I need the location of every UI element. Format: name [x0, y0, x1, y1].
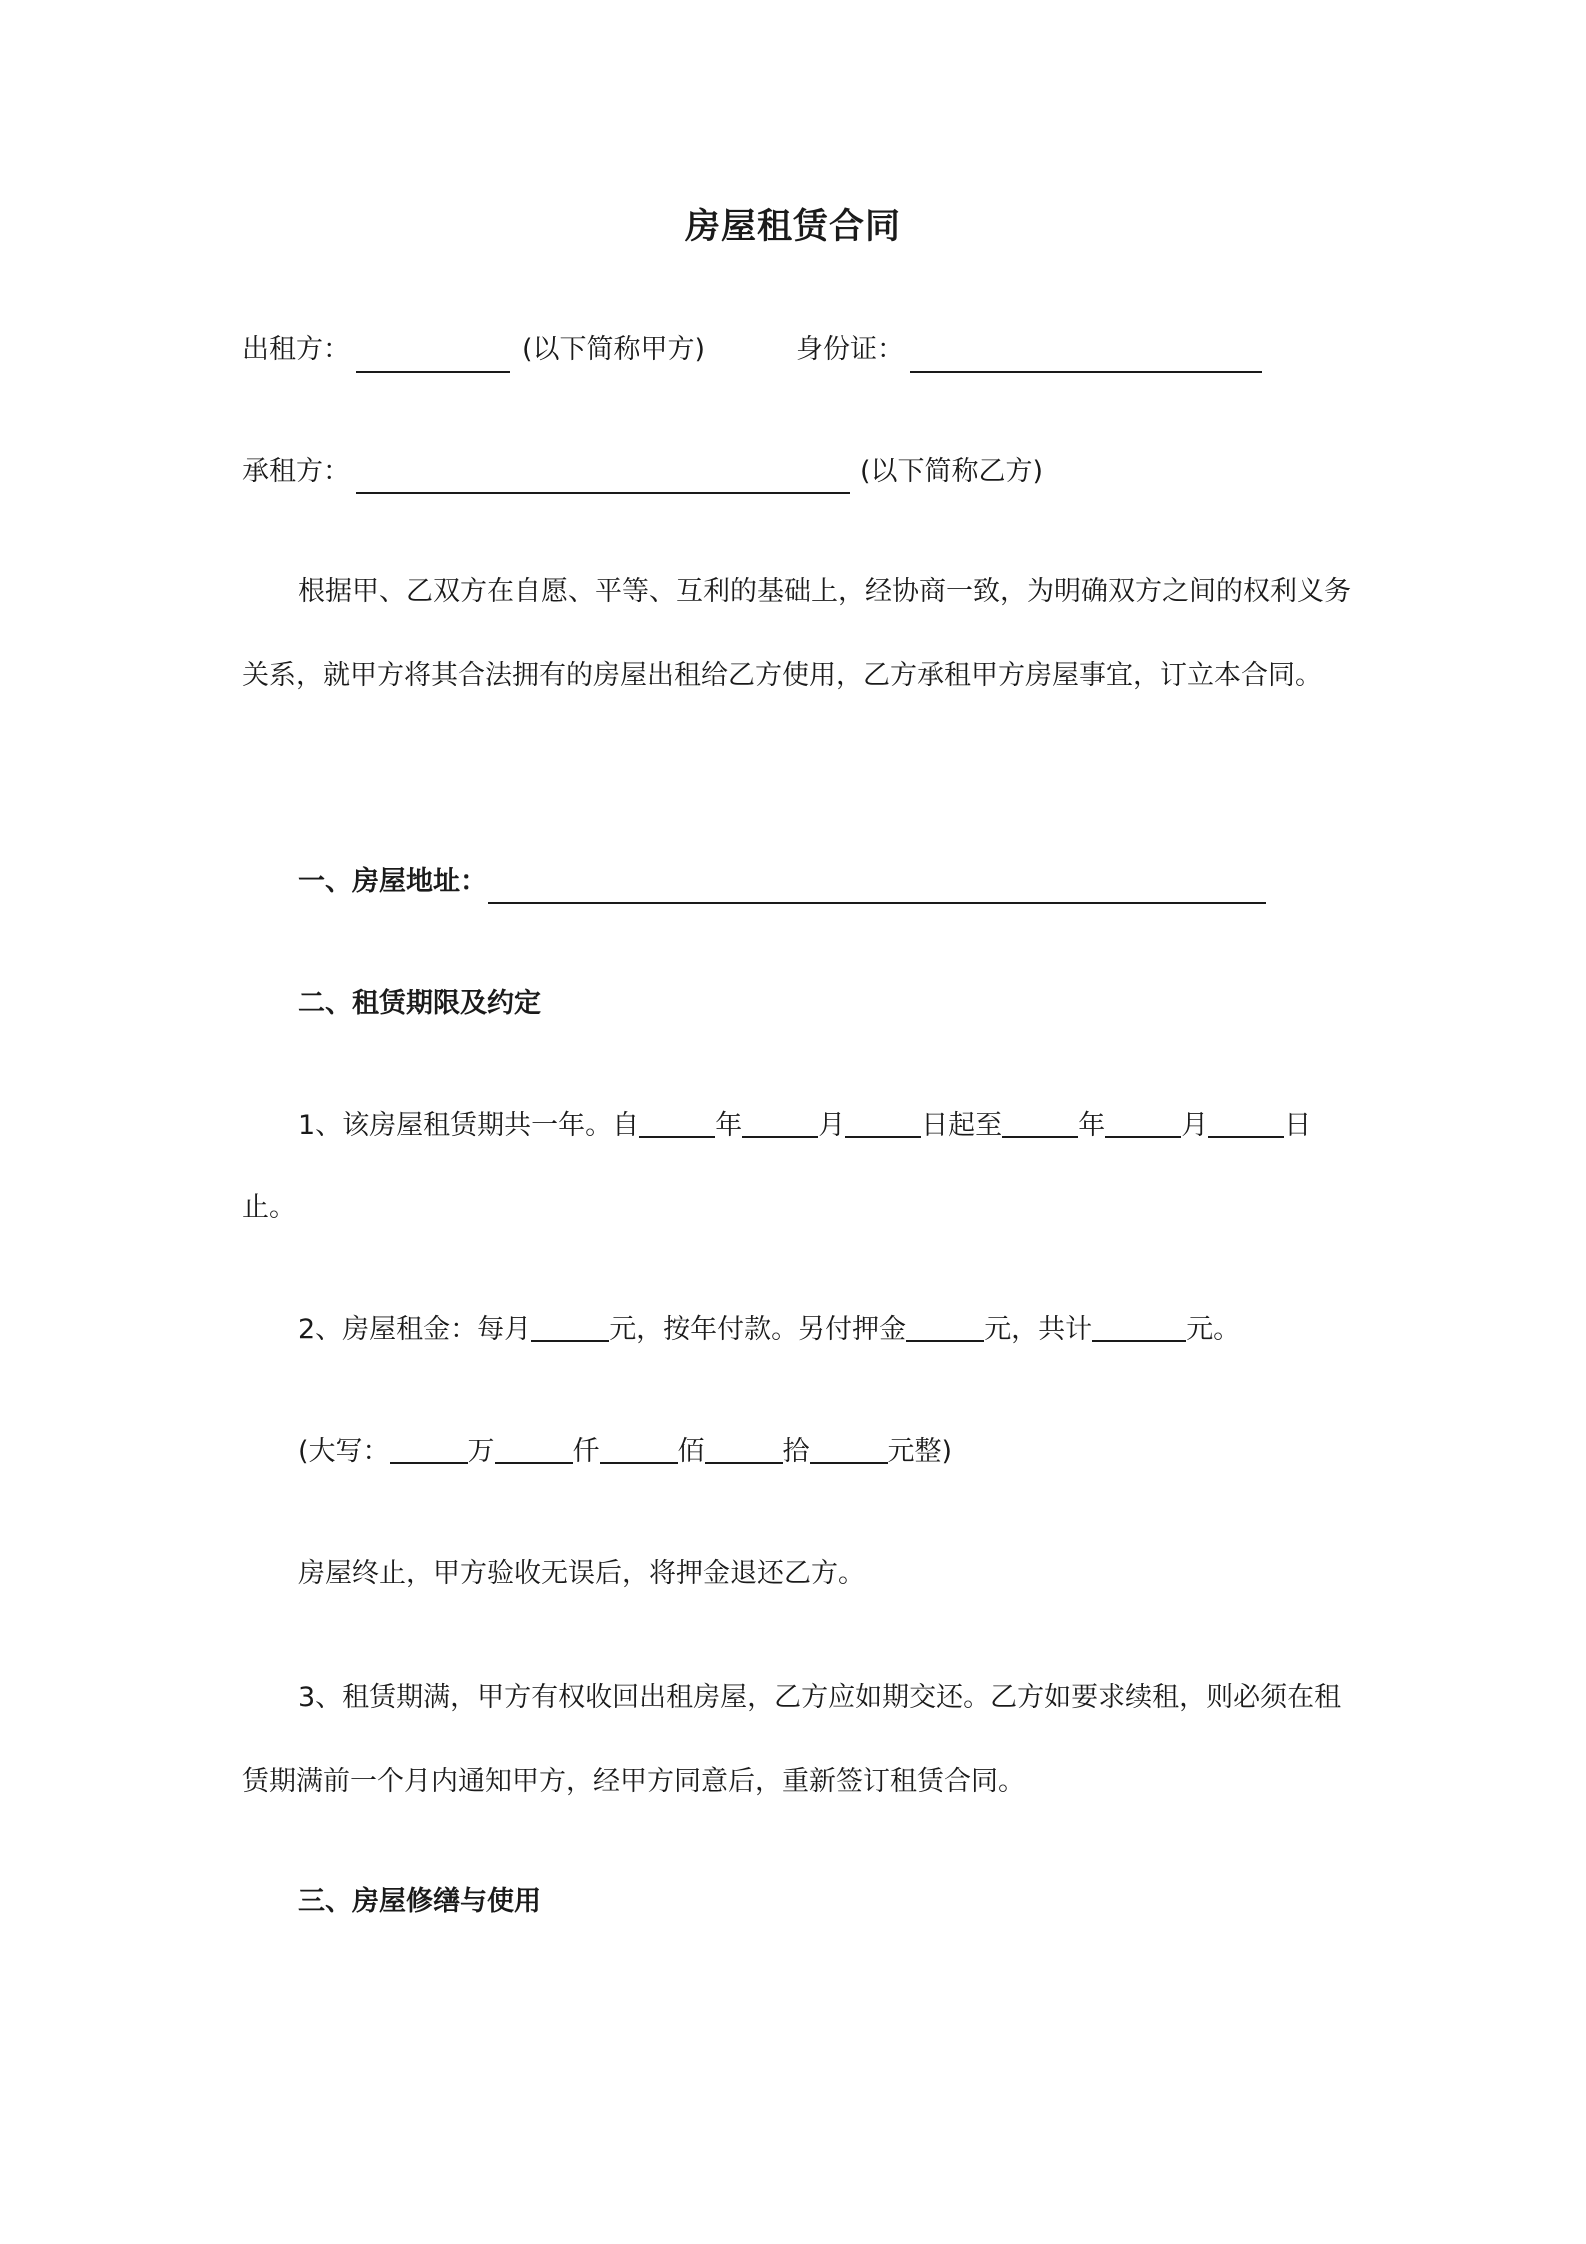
lease-term-text: 1、该房屋租赁期共一年。自	[298, 1110, 640, 1141]
id-number-blank[interactable]	[910, 371, 1262, 373]
end-month-blank[interactable]	[1105, 1108, 1181, 1138]
section3-title: 三、房屋修缮与使用	[298, 1886, 541, 1917]
lessee-label: 承租方：	[242, 456, 350, 487]
id-label: 身份证：	[796, 334, 904, 365]
total-blank[interactable]	[1092, 1312, 1186, 1342]
start-day-blank[interactable]	[845, 1108, 921, 1138]
yuan-label: 元整)	[887, 1436, 953, 1467]
year-label: 年	[715, 1110, 743, 1141]
lessee-suffix: (以下简称乙方)	[860, 456, 1044, 487]
rent-text-1: 2、房屋租金：每月	[298, 1314, 532, 1345]
property-address-blank[interactable]	[488, 902, 1266, 904]
rent-text-3: 元，共计	[984, 1314, 1093, 1345]
bai-label: 佰	[677, 1436, 705, 1467]
qian-label: 仟	[572, 1436, 600, 1467]
lessor-label: 出租方：	[242, 334, 350, 365]
month-label: 月	[1181, 1110, 1209, 1141]
wan-label: 万	[467, 1436, 495, 1467]
section1-label: 一、房屋地址：	[298, 866, 487, 897]
start-month-blank[interactable]	[742, 1108, 818, 1138]
capital-text-1: (大写：	[298, 1436, 390, 1467]
bai-blank[interactable]	[600, 1434, 678, 1464]
shi-label: 拾	[782, 1436, 810, 1467]
document-title: 房屋租赁合同	[684, 207, 901, 247]
capital-amount-line	[298, 1432, 952, 1472]
wan-blank[interactable]	[390, 1434, 468, 1464]
month-label: 月	[818, 1110, 846, 1141]
intro-paragraph: 根据甲、乙双方在自愿、平等、互利的基础上，经协商一致，为明确双方之间的权利义务关系，就甲方将其合法拥有的房屋出租给乙方使用，乙方承租甲方房屋事宜，订立本合同。	[242, 576, 1351, 691]
rent-text-2: 元，按年付款。另付押金	[609, 1314, 907, 1345]
day-to-label: 日起至	[921, 1110, 1003, 1141]
deposit-return-text: 房屋终止，甲方验收无误后，将押金退还乙方。	[298, 1558, 865, 1589]
lease-term-tail: 止。	[242, 1192, 296, 1223]
end-year-blank[interactable]	[1002, 1108, 1078, 1138]
yuan-blank[interactable]	[810, 1434, 888, 1464]
lessee-name-blank[interactable]	[356, 492, 850, 494]
lessor-name-blank[interactable]	[356, 371, 510, 373]
rent-text-4: 元。	[1186, 1314, 1241, 1345]
rent-line	[298, 1310, 1240, 1350]
year-label: 年	[1078, 1110, 1106, 1141]
lessor-suffix: (以下简称甲方)	[522, 334, 706, 365]
section2-title: 二、租赁期限及约定	[298, 988, 541, 1019]
lease-term-line	[298, 1106, 1311, 1146]
end-day-blank[interactable]	[1208, 1108, 1284, 1138]
deposit-blank[interactable]	[906, 1312, 984, 1342]
day-label: 日	[1284, 1110, 1312, 1141]
shi-blank[interactable]	[705, 1434, 783, 1464]
qian-blank[interactable]	[495, 1434, 573, 1464]
start-year-blank[interactable]	[639, 1108, 715, 1138]
item3-paragraph: 3、租赁期满，甲方有权收回出租房屋，乙方应如期交还。乙方如要求续租，则必须在租赁期满前一个月内通知甲方，经甲方同意后，重新签订租赁合同。	[242, 1682, 1342, 1797]
monthly-rent-blank[interactable]	[531, 1312, 609, 1342]
